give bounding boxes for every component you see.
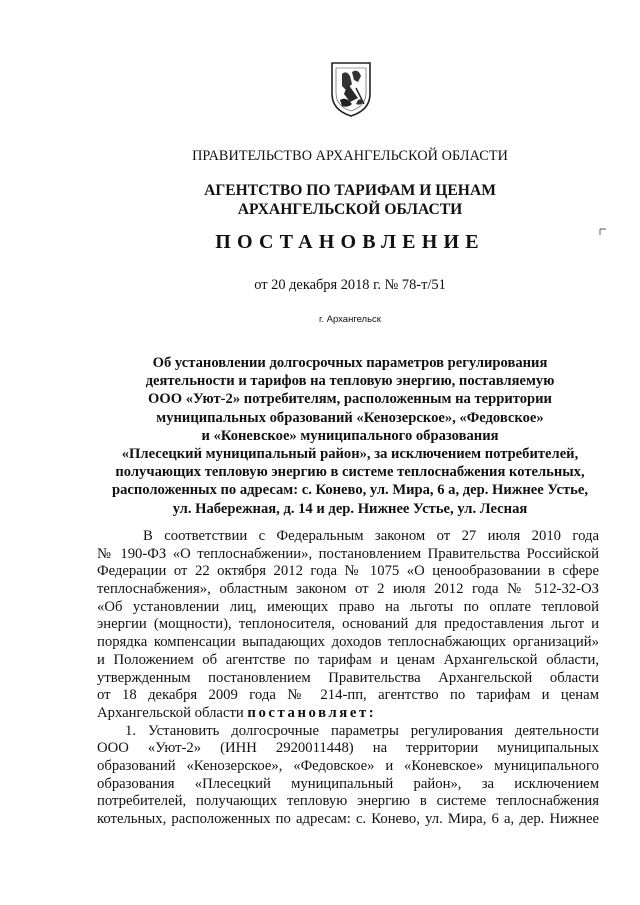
title-line: Об установлении долгосрочных параметров регулирования	[152, 355, 548, 371]
body-line: от 18 декабря 2009 года № 214-пп, агентство по тарифам и ценам	[97, 687, 599, 704]
document-title	[88, 354, 612, 518]
body-line: ООО «Уют-2» (ИНН 2920011448) на территории муниципальных	[97, 740, 599, 757]
title-line: деятельности и тарифов на тепловую энергию, поставляемую	[145, 373, 555, 390]
body-line: образований «Кенозерское», «Федовское» и «Коневское» муниципального	[97, 757, 599, 774]
title-line: расположенных по адресам: с. Конево, ул. Мира, 6 а, дер. Нижнее Устье,	[111, 482, 589, 499]
body-line: 1. Установить долгосрочные параметры регулирования деятельности	[125, 722, 599, 739]
agency-name	[0, 181, 640, 219]
body-line: порядка компенсации выпадающих доходов теплоснабжающих организаций»	[97, 634, 599, 651]
body-line: и Положением об агентстве по тарифам и ценам Архангельской области,	[97, 651, 599, 668]
body-line: образования «Плесецкий муниципальный район», за исключением	[97, 775, 599, 792]
title-line: «Плесецкий муниципальный район», за исключением потребителей,	[121, 446, 579, 463]
body-line: энергии (мощности), теплоносителя, оснований для предоставления льгот и	[97, 616, 599, 633]
resolves-word: постановляет:	[247, 704, 377, 721]
body-line: теплоснабжения», областным законом от 2 июля 2012 года № 512-32-ОЗ	[97, 581, 599, 598]
body-line: утвержденным постановлением Правительства Архангельской области	[97, 669, 599, 686]
document-type: ПОСТАНОВЛЕНИЕ	[215, 231, 485, 253]
body-line: № 190-ФЗ «О теплоснабжении», постановлением Правительства Российской	[97, 545, 599, 562]
body-line-resolves	[97, 705, 599, 723]
coat-of-arms-emblem	[328, 60, 374, 118]
agency-name-line-2: АРХАНГЕЛЬСКОЙ ОБЛАСТИ	[237, 201, 463, 218]
agency-name-line-1: АГЕНТСТВО ПО ТАРИФАМ И ЦЕНАМ	[204, 182, 496, 199]
body-line: В соответствии с Федеральным законом от 27 июля 2010 года	[143, 528, 599, 544]
document-city: г. Архангельск	[319, 314, 381, 325]
document-body	[97, 528, 599, 829]
body-line: Федерации от 22 октября 2012 года № 1075 «О ценообразовании в сфере	[97, 563, 599, 580]
body-line: Архангельской области	[97, 704, 244, 721]
body-line: потребителей, получающих тепловую энергию в системе теплоснабжения	[97, 793, 599, 810]
body-line: котельных, расположенных по адресам: с. Конево, ул. Мира, 6 а, дер. Нижнее	[97, 811, 599, 827]
title-line: ул. Набережная, д. 14 и дер. Нижнее Устье, ул. Лесная	[172, 500, 528, 517]
corner-bracket-mark	[598, 227, 608, 237]
title-line: и «Коневское» муниципального образования	[201, 427, 499, 444]
body-line: «Об установлении лиц, имеющих право на льготы по оплате тепловой	[97, 598, 599, 615]
title-line: получающих тепловую энергию в системе теплоснабжения котельных,	[115, 464, 585, 481]
title-line: ООО «Уют-2» потребителям, расположенным на территории	[148, 391, 552, 408]
document-date-number: от 20 декабря 2018 г. № 78-т/51	[254, 277, 446, 293]
title-line: муниципальных образований «Кенозерское», «Федовское»	[156, 409, 544, 426]
government-name: ПРАВИТЕЛЬСТВО АРХАНГЕЛЬСКОЙ ОБЛАСТИ	[192, 148, 508, 164]
